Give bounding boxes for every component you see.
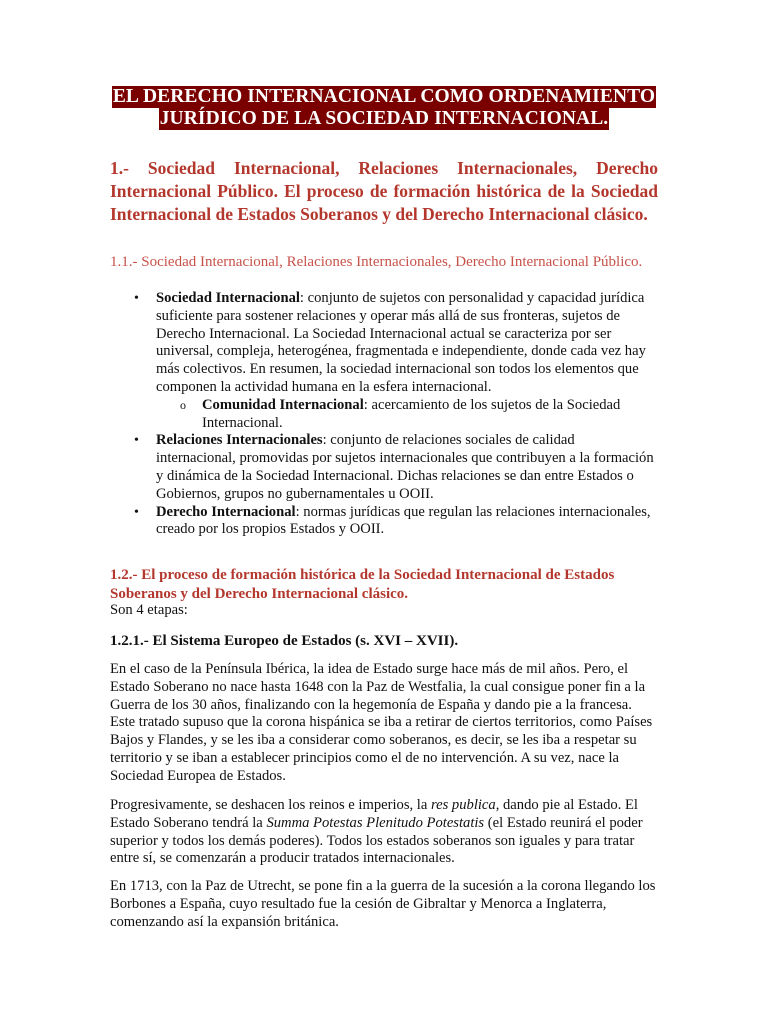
bullet-icon: • [134, 504, 139, 520]
section-1-2-heading: 1.2.- El proceso de formación histórica de la Sociedad Internacional de Estados Soberanos y del Derecho Internacional clásico. [110, 567, 615, 602]
list-item [110, 290, 658, 432]
section-1-2-intro: Son 4 etapas: [110, 602, 188, 618]
term: Relaciones Internacionales [156, 432, 323, 449]
list-item [156, 397, 658, 433]
text-run: (el Estado reunirá el poder superior y todos los demás poderes). Todos los estados soberanos son iguales y para tratar entre sí, se comenzarán a producir tratados internacionales. [110, 814, 643, 867]
document-title [0, 86, 768, 130]
definition: : conjunto de sujetos con personalidad y capacidad jurídica suficiente para sostener relaciones y operar más allá de sus fronteras, sujetos de Derecho Internacional. La Sociedad Internacional actual se caracteriza por ser universal, compleja, heterogénea, fragmentada e independiente, donde cada vez hay más colectivos. En resumen, la sociedad internacional son todos los elementos que componen la actividad humana en la esfera internacional. [156, 290, 646, 395]
bullet-icon: • [134, 433, 139, 449]
text-run: Progresivamente, se deshacen los reinos e imperios, la [110, 797, 431, 813]
emphasis: res publica [430, 797, 496, 813]
paragraph-2 [110, 797, 658, 868]
definition: : acercamiento de los sujetos de la Sociedad Internacional. [202, 396, 621, 431]
paragraph-3: En 1713, con la Paz de Utrecht, se pone fin a la guerra de la sucesión a la corona llegando los Borbones a España, cuyo resultado fue la cesión de Gibraltar y Menorca a Inglaterra, comenzando así la expansión británica. [110, 878, 656, 930]
section-1-1-heading: 1.1.- Sociedad Internacional, Relaciones Internacionales, Derecho Internacional Público. [110, 254, 643, 270]
title-line-2: JURÍDICO DE LA SOCIEDAD INTERNACIONAL. [159, 108, 609, 129]
term: Sociedad Internacional [156, 290, 300, 306]
definition: : conjunto de relaciones sociales de calidad internacional, promovidas por sujetos internacionales que contribuyen a la formación y dinámica de la Sociedad Internacional. Dichas relaciones se dan entre Estados o Gobiernos, grupos no gubernamentales u OOII. [156, 432, 654, 502]
paragraph-1: En el caso de la Península Ibérica, la idea de Estado surge hace más de mil años. Pero, el Estado Soberano no nace hasta 1648 con la Paz de Westfalia, la cual consigue poner fin a la Guerra de los 30 años, finalizando con la hegemonía de España y dando pie a la francesa. Este tratado supuso que la corona hispánica se iba a retirar de ciertos territorios, como Países Bajos y Flandes, y se les iba a considerar como soberanos, es decir, se les iba a respetar su territorio y se iban a establecer principios como el de no intervención. A su vez, nace la Sociedad Europea de Estados. [110, 661, 653, 784]
bullet-icon: • [134, 291, 139, 306]
term: Derecho Internacional [156, 503, 296, 520]
list-item [110, 504, 658, 540]
definition: : normas jurídicas que regulan las relaciones internacionales, creado por los propios Estados y OOII. [156, 503, 651, 538]
section-1-2-1-heading: 1.2.1.- El Sistema Europeo de Estados (s. XVI – XVII). [110, 633, 459, 649]
text-run: , dando pie al Estado. El Estado Soberano tendrá la [110, 797, 638, 831]
term: Comunidad Internacional [202, 396, 364, 413]
section-1-heading: 1.- Sociedad Internacional, Relaciones Internacionales, Derecho Internacional Público. El proceso de formación histórica de la Sociedad Internacional de Estados Soberanos y del Derecho Internacional clásico. [110, 158, 658, 224]
definitions-list [110, 290, 658, 539]
title-line-1: EL DERECHO INTERNACIONAL COMO ORDENAMIENTO [112, 86, 656, 107]
circle-bullet-icon: o [180, 397, 186, 412]
list-item [110, 432, 658, 503]
emphasis: Summa Potestas Plenitudo Potestatis [266, 814, 485, 831]
sub-list [156, 397, 658, 433]
